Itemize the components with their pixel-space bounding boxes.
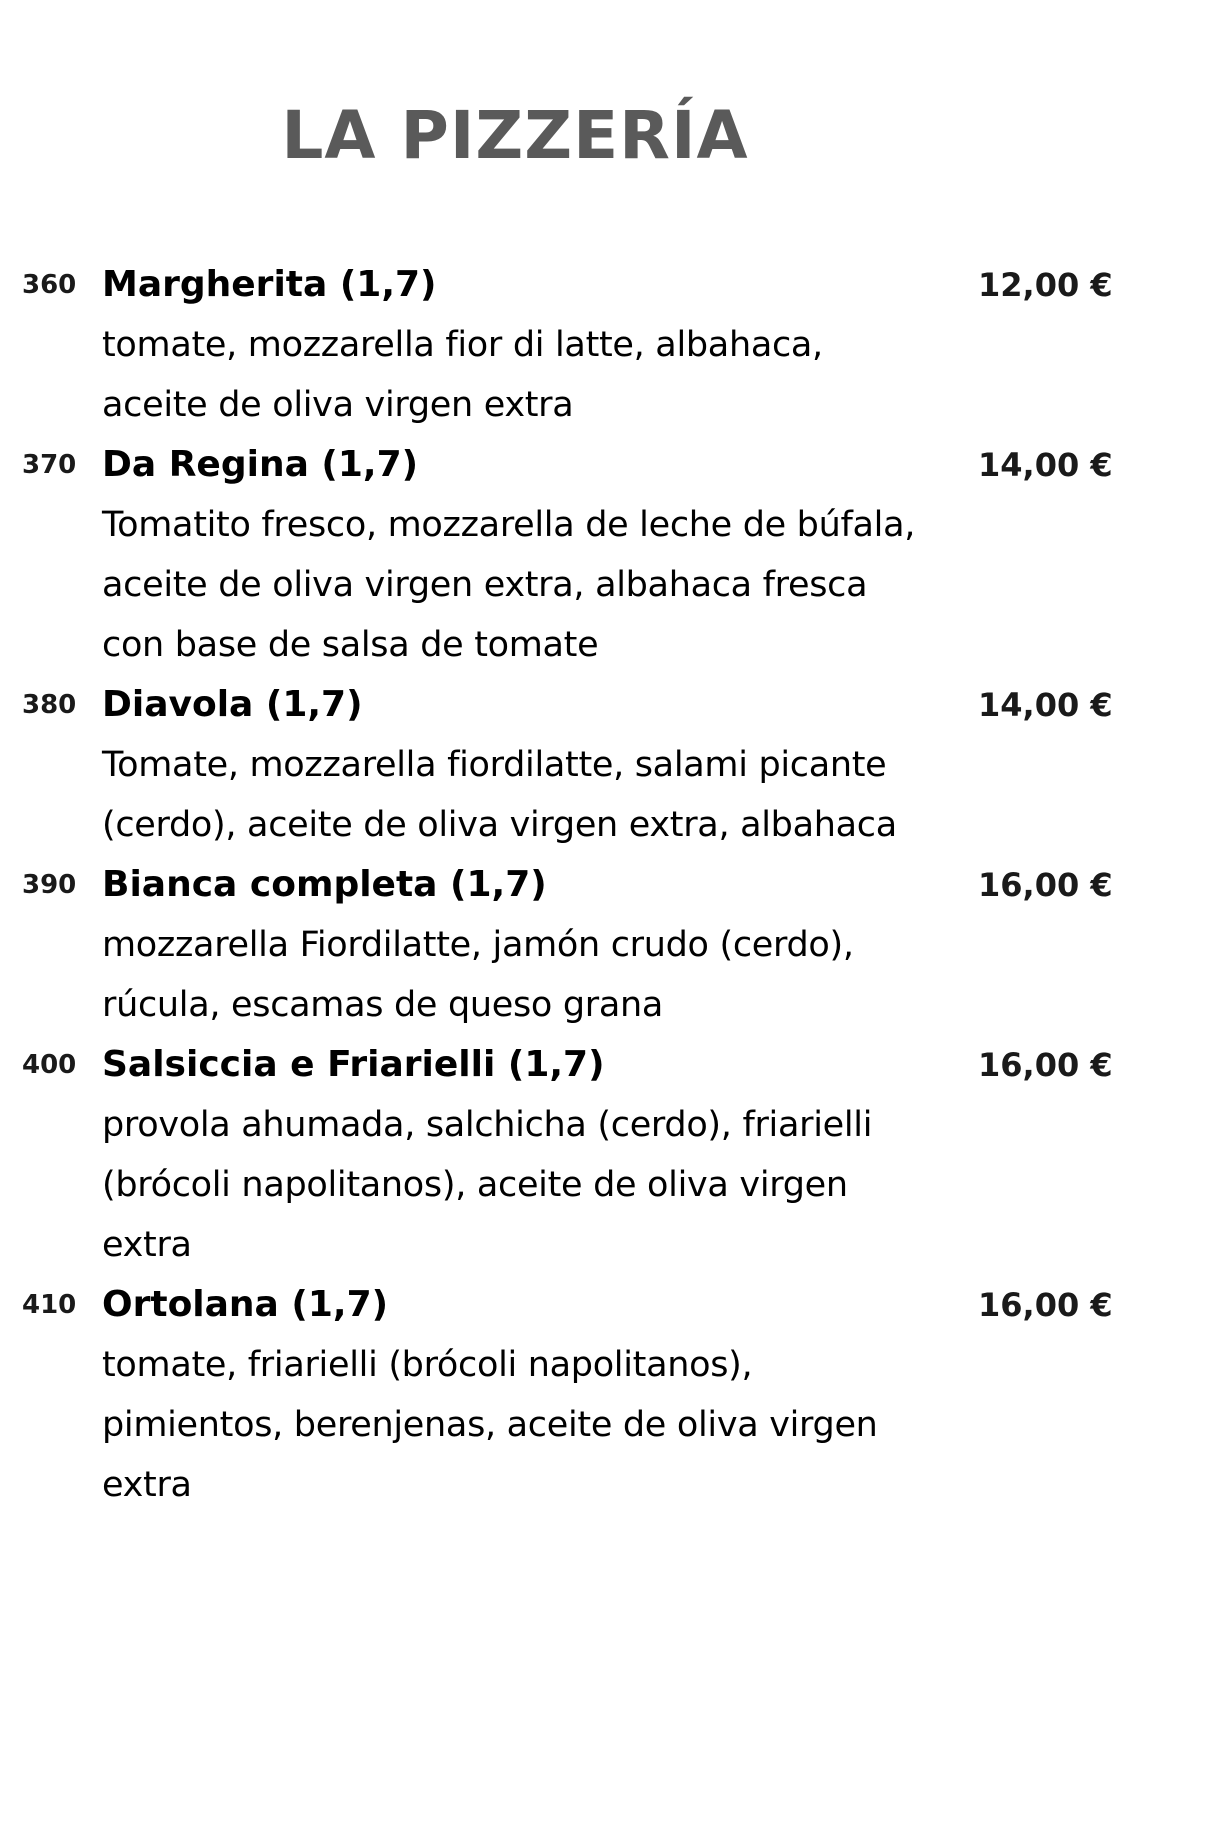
item-code: 380 — [22, 690, 77, 720]
item-name: Margherita (1,7) — [102, 264, 437, 305]
item-description: tomate, friarielli (brócoli napolitanos), pimientos, berenjenas, aceite de oliva virgen extra — [102, 1345, 878, 1505]
menu-item — [0, 435, 1212, 675]
item-name: Da Regina (1,7) — [102, 444, 419, 485]
item-body — [102, 1035, 932, 1275]
item-body — [102, 855, 932, 1035]
menu-item — [0, 855, 1212, 1035]
menu-item — [0, 1275, 1212, 1515]
menu-list — [0, 255, 1212, 1515]
item-code: 390 — [22, 870, 77, 900]
item-description: mozzarella Fiordilatte, jamón crudo (cerdo), rúcula, escamas de queso grana — [102, 925, 854, 1025]
item-name: Diavola (1,7) — [102, 684, 363, 725]
page-title: LA PIZZERÍA — [281, 97, 749, 174]
item-description: provola ahumada, salchicha (cerdo), friarielli (brócoli napolitanos), aceite de oliva virgen extra — [102, 1105, 873, 1265]
item-description: Tomatito fresco, mozzarella de leche de búfala, aceite de oliva virgen extra, albahaca fresca con base de salsa de tomate — [102, 505, 916, 665]
item-price: 16,00 € — [978, 1286, 1113, 1324]
item-description: Tomate, mozzarella fiordilatte, salami picante (cerdo), aceite de oliva virgen extra, albahaca — [102, 745, 897, 845]
item-name: Ortolana (1,7) — [102, 1284, 389, 1325]
item-body — [102, 675, 932, 855]
item-price: 12,00 € — [978, 266, 1113, 304]
menu-item — [0, 675, 1212, 855]
item-body — [102, 1275, 932, 1515]
item-name: Bianca completa (1,7) — [102, 864, 547, 905]
item-body — [102, 435, 932, 675]
item-name: Salsiccia e Friarielli (1,7) — [102, 1044, 605, 1085]
item-price: 14,00 € — [978, 446, 1113, 484]
item-code: 410 — [22, 1290, 77, 1320]
item-body — [102, 255, 932, 435]
item-code: 370 — [22, 450, 77, 480]
item-code: 400 — [22, 1050, 77, 1080]
menu-item — [0, 255, 1212, 435]
menu-item — [0, 1035, 1212, 1275]
item-price: 16,00 € — [978, 1046, 1113, 1084]
item-code: 360 — [22, 270, 77, 300]
item-price: 16,00 € — [978, 866, 1113, 904]
item-description: tomate, mozzarella fior di latte, albahaca, aceite de oliva virgen extra — [102, 325, 823, 425]
item-price: 14,00 € — [978, 686, 1113, 724]
